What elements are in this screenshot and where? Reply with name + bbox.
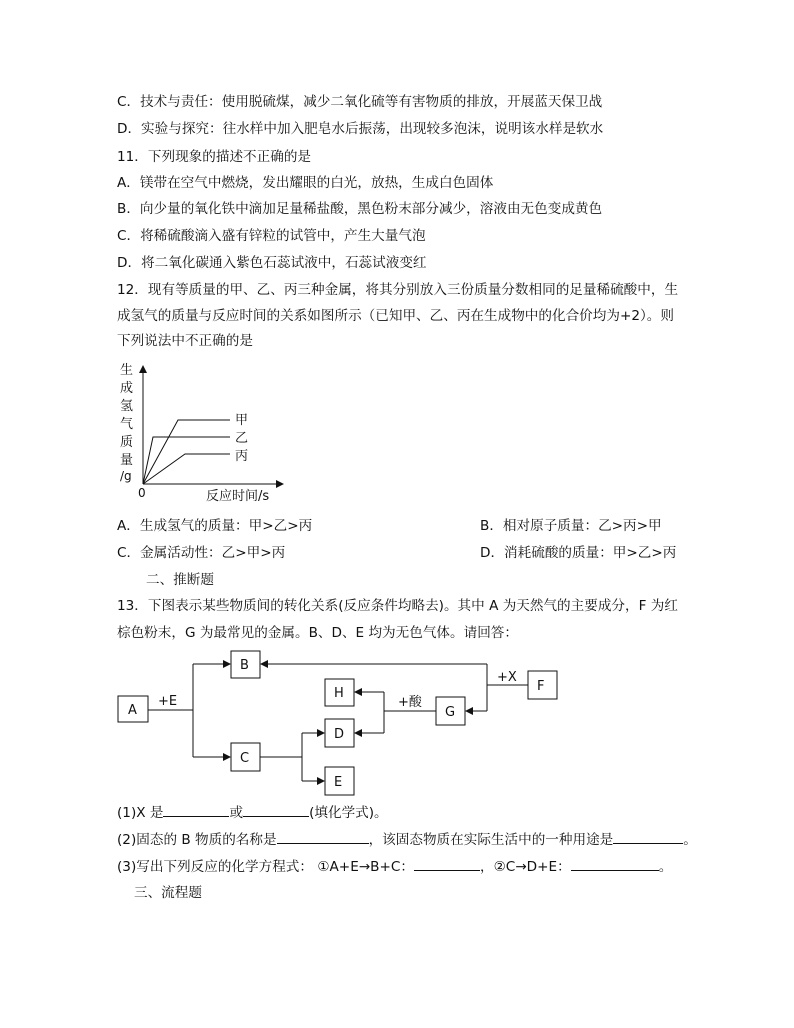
q12-stem-line3: 下列说法中不正确的是 [117, 333, 253, 349]
chart-origin: 0 [138, 486, 146, 500]
q13-sub3-blank-1[interactable] [414, 857, 480, 871]
q13-sub3-blank-2[interactable] [571, 857, 659, 871]
q12-stem-line2: 成氢气的质量与反应时间的关系如图所示（已知甲、乙、丙在生成物中的化合价均为+2）。则 [117, 308, 674, 324]
q12-stem-line1: 12．现有等质量的甲、乙、丙三种金属，将其分别放入三份质量分数相同的足量稀硫酸中，生 [117, 282, 679, 298]
chart-ylabel-char-4: 质 [120, 435, 134, 450]
q13-sub2-prefix: (2)固态的 B 物质的名称是 [117, 832, 277, 848]
q13-sub1 [117, 803, 388, 822]
q12-option-c: C．金属活动性：乙>甲>丙 [117, 545, 286, 561]
q10-option-c: C．技术与责任：使用脱硫煤，减少二氧化硫等有害物质的排放，开展蓝天保卫战 [117, 94, 603, 110]
q13-sub2-middle: ，该固态物质在实际生活中的一种用途是 [368, 832, 614, 848]
q12-option-d: D．消耗硫酸的质量：甲>乙>丙 [480, 545, 677, 561]
q10-option-d: D．实验与探究：往水样中加入肥皂水后振荡，出现较多泡沫，说明该水样是软水 [117, 121, 604, 137]
q11-option-b: B．向少量的氧化铁中滴加足量稀盐酸，黑色粉末部分减少，溶液由无色变成黄色 [117, 201, 603, 217]
section-2-title: 二、推断题 [146, 572, 214, 588]
label-a: A [128, 703, 137, 718]
q13-sub2 [117, 830, 697, 849]
chart-ylabel-char-5: 量 [120, 453, 134, 468]
chart-label-bing: 丙 [235, 449, 249, 464]
q13-stem-line2: 棕色粉末，G 为最常见的金属。B、D、E 均为无色气体。请回答： [117, 625, 518, 641]
chart-label-jia: 甲 [235, 413, 249, 428]
label-plus-acid: +酸 [398, 695, 422, 710]
q11-option-c: C．将稀硫酸滴入盛有锌粒的试管中，产生大量气泡 [117, 228, 426, 244]
chart-xlabel: 反应时间/s [206, 489, 270, 504]
label-f: F [537, 679, 545, 694]
q11-option-a: A．镁带在空气中燃烧，发出耀眼的白光，放热，生成白色固体 [117, 175, 494, 191]
q13-sub1-prefix: (1)X 是 [117, 805, 164, 821]
label-e: E [334, 775, 343, 790]
chart-ylabel-unit: /g [120, 469, 132, 483]
q13-sub1-or: 或 [229, 805, 244, 821]
q12-option-b: B．相对原子质量：乙>丙>甲 [480, 518, 662, 534]
label-h: H [334, 686, 344, 701]
chart-ylabel-char-1: 成 [120, 381, 134, 396]
q11-option-d: D．将二氧化碳通入紫色石蕊试液中，石蕊试液变红 [117, 255, 427, 271]
q13-sub2-blank-1[interactable] [277, 830, 369, 844]
label-plus-e: +E [158, 694, 178, 709]
q13-sub2-blank-2[interactable] [613, 830, 683, 844]
chart-ylabel-char-2: 氢 [120, 399, 134, 414]
q13-sub3-eq2: ，②C→D+E： [479, 859, 571, 875]
q13-sub1-suffix: (填化学式)。 [309, 805, 388, 821]
q13-sub3 [117, 857, 672, 876]
label-g: G [445, 705, 456, 720]
section-3-title: 三、流程题 [134, 885, 202, 901]
q13-sub2-suffix: 。 [683, 832, 697, 848]
q13-stem-line1: 13．下图表示某些物质间的转化关系(反应条件均略去)。其中 A 为天然气的主要成分，F 为红 [117, 598, 678, 614]
q13-sub1-blank-1[interactable] [163, 803, 229, 817]
label-c: C [240, 751, 250, 766]
chart-ylabel-char-0: 生 [120, 363, 134, 378]
q13-sub3-suffix: 。 [658, 859, 673, 875]
label-b: B [240, 658, 249, 673]
q12-option-a: A．生成氢气的质量：甲>乙>丙 [117, 518, 313, 534]
label-plus-x: +X [497, 670, 517, 685]
q13-sub3-prefix: (3)写出下列反应的化学方程式： [117, 859, 313, 875]
q11-stem: 11．下列现象的描述不正确的是 [117, 149, 312, 165]
q13-sub3-eq1: ①A+E→B+C： [317, 859, 414, 875]
label-d: D [334, 727, 345, 742]
q13-sub1-blank-2[interactable] [243, 803, 309, 817]
chart-ylabel-char-3: 气 [120, 417, 134, 432]
chart-label-yi: 乙 [235, 431, 249, 446]
